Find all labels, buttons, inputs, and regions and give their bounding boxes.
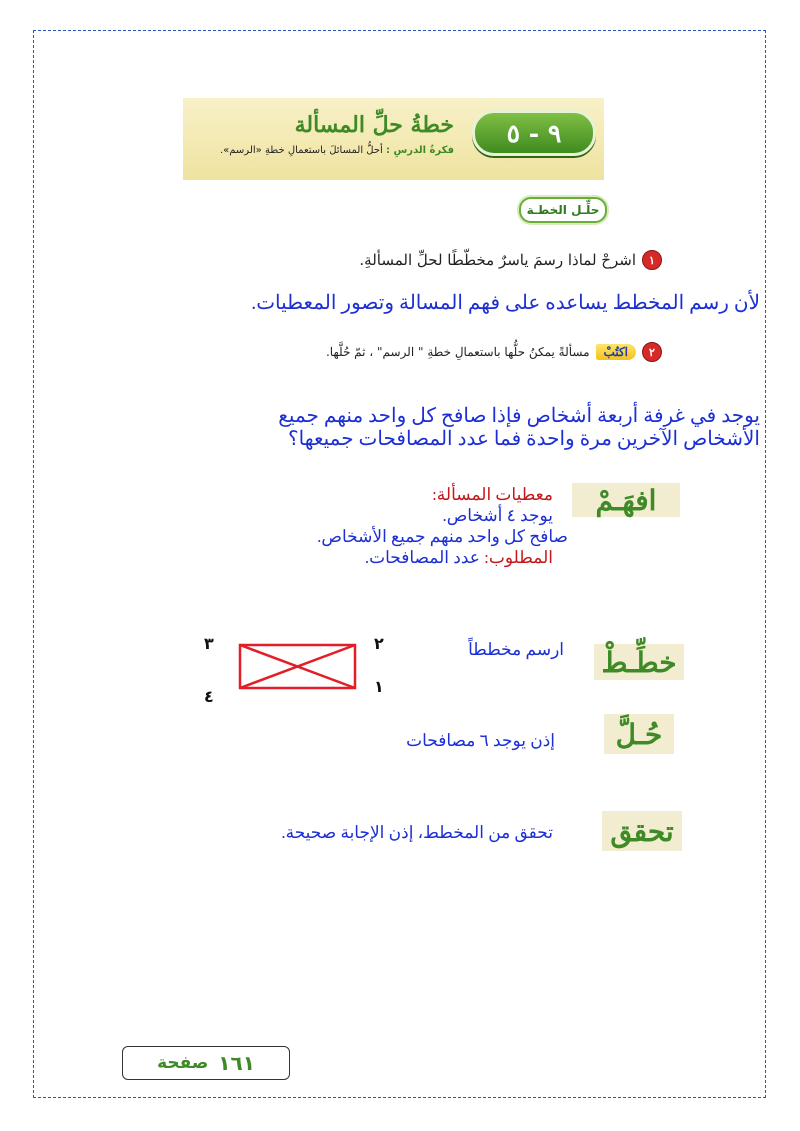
givens-title: معطيات المسألة: [432, 485, 553, 504]
solve-text: إذن يوجد ٦ مصافحات [406, 731, 555, 750]
question-2 [326, 342, 662, 362]
page-number-box [122, 1046, 290, 1080]
question-2-problem [278, 405, 760, 451]
plan-text: ارسم مخططاً [468, 640, 564, 659]
page-label: صفحة [157, 1053, 209, 1073]
section-heading-label: حلِّـل الخطـة [526, 203, 600, 217]
question-1-answer: لأن رسم المخطط يساعده على فهم المسالة وتصور المعطيات. [251, 292, 760, 314]
required-text: عدد المصافحات. [364, 548, 480, 567]
question-1-text: اشرحْ لماذا رسمَ ياسرٌ مخطّطًا لحلِّ المسألةِ. [359, 251, 636, 269]
corner-4: ٤ [204, 687, 214, 706]
corner-2: ٢ [374, 634, 384, 653]
section-heading [519, 197, 607, 223]
lesson-title: خطةُ حلِّ المسألة [294, 112, 454, 138]
problem-line-1: يوجد في غرفة أربعة أشخاص فإذا صافح كل واحد منهم جميع [278, 405, 760, 427]
given-1: يوجد ٤ أشخاص. [442, 506, 553, 525]
check-text: تحقق من المخطط، إذن الإجابة صحيحة. [281, 823, 553, 842]
problem-line-2: الأشخاص الآخرين مرة واحدة فما عدد المصافحات جميعها؟ [288, 428, 760, 450]
question-1 [359, 250, 662, 270]
question-2-text: مسألةً يمكنُ حلُّها باستعمالِ خطةِ " الرسم" ، ثمّ حُلَّها. [325, 345, 590, 359]
corner-3: ٣ [204, 634, 214, 653]
check-label: تحقق [602, 811, 682, 851]
required-line [317, 547, 553, 568]
lesson-number: ٩ - ٥ [506, 118, 562, 148]
understand-content [317, 484, 568, 568]
lesson-idea-label: فكرةُ الدرسِ : [386, 145, 454, 156]
understand-label: افهَـمْ [572, 483, 680, 517]
lesson-banner [183, 98, 604, 180]
lesson-number-badge [472, 110, 596, 156]
lesson-idea [220, 145, 454, 156]
lesson-idea-text: أحلُّ المسائلَ باستعمالِ خطةِ «الرسم». [219, 145, 383, 156]
page-number: ١٦١ [218, 1051, 255, 1075]
handshake-diagram [238, 643, 358, 691]
write-tag: اكتُبْ [596, 344, 636, 360]
corner-1: ١ [374, 677, 384, 696]
solve-label: حُـلَّ [604, 714, 674, 754]
required-label: المطلوب: [484, 548, 553, 567]
question-2-number: ٢ [642, 342, 662, 362]
question-1-number: ١ [642, 250, 662, 270]
plan-label: خطِّـطْ [594, 644, 684, 680]
given-2: صافح كل واحد منهم جميع الأشخاص. [317, 527, 568, 546]
